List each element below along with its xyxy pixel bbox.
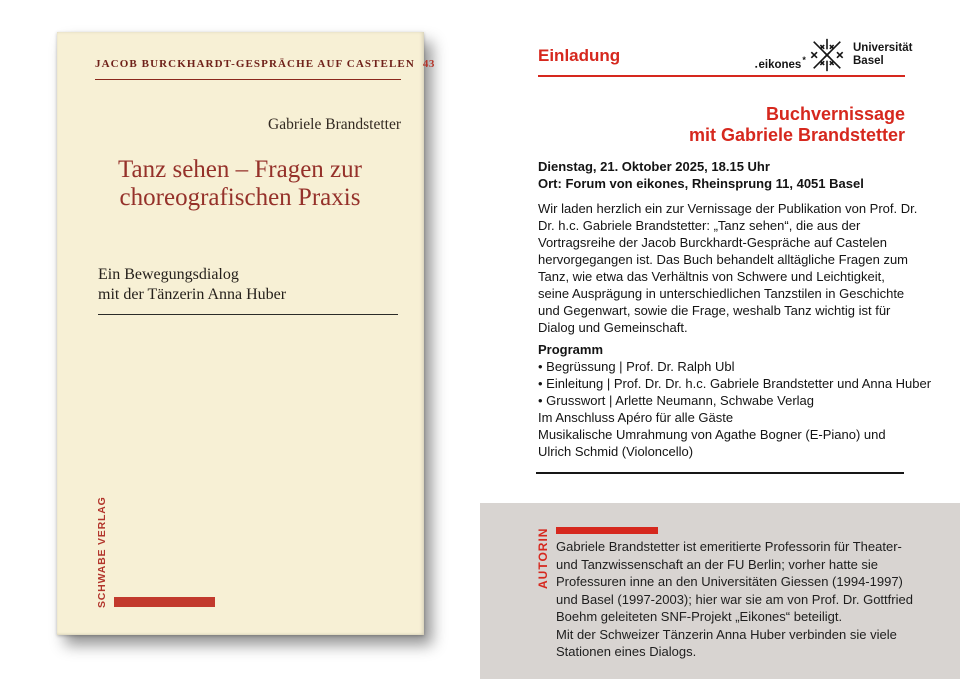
author-box-top-rule: [536, 472, 904, 474]
book-subtitle-line-2: mit der Tänzerin Anna Huber: [98, 285, 287, 303]
unibas-logo-text: [853, 42, 912, 68]
event-date: Dienstag, 21. Oktober 2025, 18.15 Uhr: [538, 159, 770, 174]
book-series-number: 43: [422, 58, 435, 70]
book-subtitle: [98, 265, 398, 304]
header-red-rule: [538, 75, 905, 77]
program-line: Musikalische Umrahmung von Agathe Bogner (E-Piano) und: [538, 427, 886, 442]
unibas-snowflake-icon: [808, 36, 846, 74]
program-block: [538, 341, 933, 460]
book-title: [75, 156, 405, 212]
book-series-title: JACOB BURCKHARDT-GESPRÄCHE AUF CASTELEN: [95, 58, 415, 70]
cover-red-bar: [114, 597, 215, 607]
unibas-text-line-2: Basel: [853, 55, 884, 67]
invitation-header-label: Einladung: [538, 46, 621, 65]
eikones-wordmark: eikones: [758, 59, 802, 71]
book-series-row: [95, 58, 435, 80]
book-subtitle-line-1: Ein Bewegungsdialog: [98, 266, 239, 283]
program-line: • Grusswort | Arlette Neumann, Schwabe Verlag: [538, 393, 815, 408]
program-line: • Begrüssung | Prof. Dr. Ralph Ubl: [538, 359, 735, 374]
program-line: Im Anschluss Apéro für alle Gäste: [538, 410, 734, 425]
author-box-red-bar: [556, 527, 658, 534]
author-bio-paragraph-1: Gabriele Brandstetter ist emeritierte Professorin für Theater- und Tanzwissenschaft an der FU Berlin; vorher hatte sie Professuren inne an den Universitäten Giessen (1994-1997) und Basel (1997-2003); hier war sie am von Prof. Dr. Gottfried Boehm geleiteten SNF-Projekt „Eikones“ beteiligt.: [556, 539, 913, 624]
book-title-line-1: Tanz sehen – Fragen zur: [118, 156, 362, 183]
eikones-logo: [755, 55, 806, 71]
author-box: [480, 503, 960, 679]
book-title-line-2: choreografischen Praxis: [119, 184, 361, 211]
event-title-line-1: Buchvernissage: [765, 104, 905, 124]
program-heading: Programm: [538, 342, 604, 357]
book-cover: [57, 32, 435, 635]
autorin-vertical-label: AUTORIN: [536, 527, 550, 589]
eikones-star-mark: *: [802, 55, 806, 65]
unibas-logo: [808, 36, 912, 74]
event-title: [540, 104, 905, 146]
event-location: Ort: Forum von eikones, Rheinsprung 11, 4051 Basel: [538, 176, 864, 191]
author-bio-paragraph-2: Mit der Schweizer Tänzerin Anna Huber verbinden sie viele Stationen eines Dialogs.: [556, 626, 897, 659]
book-subtitle-rule: [98, 314, 398, 315]
eikones-square-mark: ▪: [755, 64, 758, 71]
event-when: [538, 158, 918, 192]
program-line: • Einleitung | Prof. Dr. Dr. h.c. Gabriele Brandstetter und Anna Huber: [538, 376, 932, 391]
book-author: Gabriele Brandstetter: [268, 116, 401, 133]
publisher-vertical-label: SCHWABE VERLAG: [96, 496, 108, 608]
event-title-line-2: mit Gabriele Brandstetter: [688, 125, 905, 145]
unibas-text-line-1: Universität: [853, 42, 913, 54]
author-bio: [556, 538, 918, 661]
intro-paragraph: Wir laden herzlich ein zur Vernissage der Publikation von Prof. Dr. Dr. h.c. Gabriele Brandstetter: „Tanz sehen“, die aus der Vortragsreihe der Jacob Burckhardt-Gespräche auf Castelen hervorgegangen ist. Das Buch behandelt alltägliche Fragen zum Tanz, wie etwa das Verhältnis von Schwere und Leichtigkeit, seine Ausprägung in unterschiedlichen Tanzstilen in Geschichte und Gegenwart, sowie die Frage, weshalb Tanz wichtig ist für Dialog und Gemeinschaft.: [538, 201, 918, 335]
program-line: Ulrich Schmid (Violoncello): [538, 444, 694, 459]
